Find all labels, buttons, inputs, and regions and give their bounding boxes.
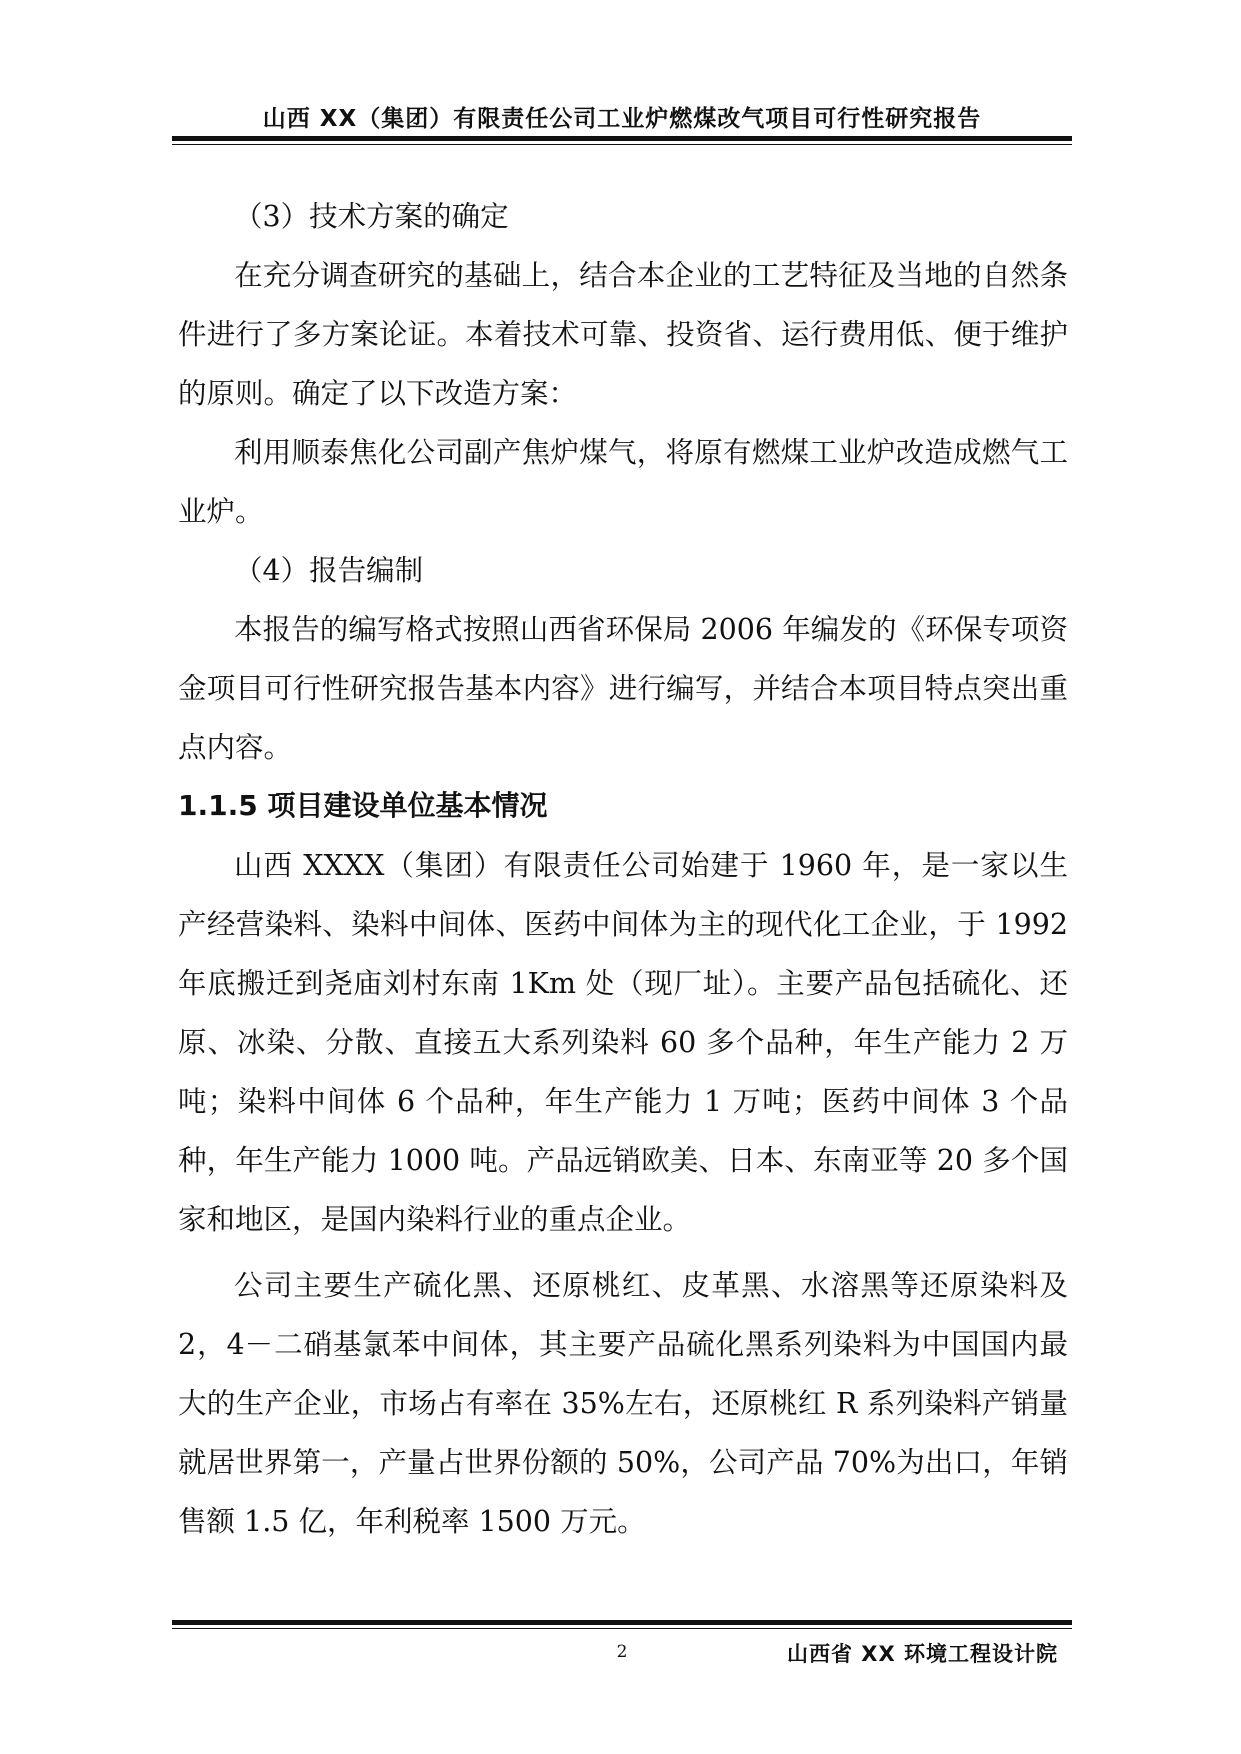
paragraph-company-profile: 山西 XXXX（集团）有限责任公司始建于 1960 年，是一家以生产经营染料、染料中间体、医药中间体为主的现代化工企业，于 1992 年底搬迁到尧庙刘村东南 1Km 处（现厂址）。主要产品包括硫化、还原、冰染、分散、直接五大系列染料 60 多个品种，年生产能力 2 万吨；染料中间体 6 个品种，年生产能力 1 万吨；医药中间体 3 个品种，年生产能力 1000 吨。产品远销欧美、日本、东南亚等 20 多个国家和地区，是国内染料行业的重点企业。 <box>178 849 1068 1236</box>
paragraph-tech-plan: 在充分调查研究的基础上，结合本企业的工艺特征及当地的自然条件进行了多方案论证。本着技术可靠、投资省、运行费用低、便于维护的原则。确定了以下改造方案： <box>178 259 1068 410</box>
page-number: 2 <box>616 1642 628 1662</box>
section-heading: 1.1.5 项目建设单位基本情况 <box>178 789 548 822</box>
paragraph-retrofit-plan: 利用顺泰焦化公司副产焦炉煤气，将原有燃煤工业炉改造成燃气工业炉。 <box>178 436 1068 528</box>
header-rule-thin <box>172 144 1072 145</box>
paragraph-company-products: 公司主要生产硫化黑、还原桃红、皮革黑、水溶黑等还原染料及 2，4－二硝基氯苯中间体，其主要产品硫化黑系列染料为中国国内最大的生产企业，市场占有率在 35%左右，还原桃红 R 系列染料产销量就居世界第一，产量占世界份额的 50%，公司产品 70%为出口，年销售额 1.5 亿，年利税率 1500 万元。 <box>178 1269 1068 1538</box>
page-footer <box>172 1638 1072 1674</box>
subsection-title-report: （4）报告编制 <box>234 554 424 587</box>
footer-rule-thick <box>172 1620 1072 1625</box>
header-rule-thick <box>172 136 1072 141</box>
paragraph-report-format: 本报告的编写格式按照山西省环保局 2006 年编发的《环保专项资金项目可行性研究报告基本内容》进行编写，并结合本项目特点突出重点内容。 <box>178 613 1068 764</box>
footer-rule-thin <box>172 1628 1072 1629</box>
subsection-title-tech-plan: （3）技术方案的确定 <box>234 200 509 233</box>
body-text <box>178 187 1068 1551</box>
running-header: 山西 XX（集团）有限责任公司工业炉燃煤改气项目可行性研究报告 <box>262 106 982 132</box>
footer-organization: 山西省 XX 环境工程设计院 <box>786 1642 1058 1666</box>
